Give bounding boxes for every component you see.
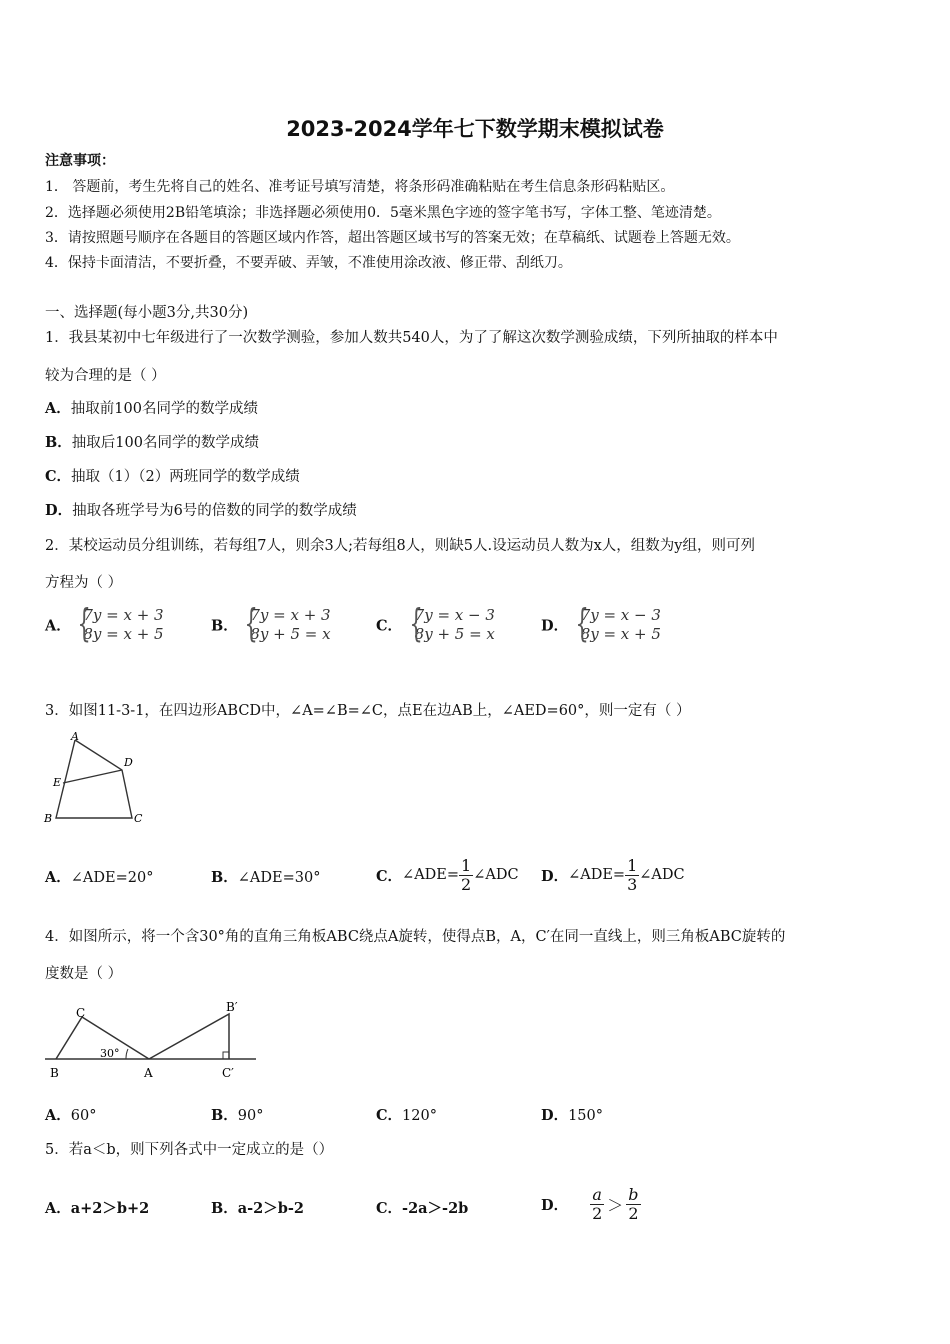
vertex-b-label: B: [44, 812, 53, 825]
q1-option-c: C．抽取（1）（2）两班同学的数学成绩: [45, 468, 300, 485]
vertex-a-label: A: [71, 730, 79, 743]
q5-option-a: A．a+2＞b+2: [45, 1200, 150, 1217]
fraction: $\frac{1}{3}$: [627, 855, 638, 894]
q5-option-b: B．a-2＞b-2: [211, 1200, 305, 1217]
q2-option-c: C． { 7y = x − 3 8y + 5 = x: [376, 606, 495, 644]
vertex-c-label: C: [76, 1006, 86, 1020]
question-4-line1: 4．如图所示，将一个含30°角的直角三角板ABC绕点A旋转，使得点B，A，C′在同一直线上，则三角板ABC旋转的: [45, 929, 786, 945]
question-2-line2: 方程为（ ）: [45, 575, 123, 591]
question-5: 5．若a＜b，则下列各式中一定成立的是（）: [45, 1142, 334, 1158]
section-heading: 一、选择题(每小题3分,共30分): [45, 305, 249, 321]
vertex-e-label: E: [53, 776, 62, 789]
rotation-figure: [40, 995, 260, 1085]
q1-option-d: D．抽取各班学号为6号的倍数的同学的数学成绩: [45, 502, 357, 519]
fraction: $\frac{a}{2}$: [592, 1184, 603, 1223]
notice-item: 2．选择题必须使用2B铅笔填涂；非选择题必须使用0．5毫米黑色字迹的签字笔书写，字体工整、笔迹清楚。: [45, 205, 721, 221]
question-1-line1: 1．我县某初中七年级进行了一次数学测验，参加人数共540人，为了了解这次数学测验成绩，下列所抽取的样本中: [45, 330, 778, 346]
notice-heading: 注意事项：: [45, 153, 115, 169]
vertex-c-prime-label: C′: [222, 1066, 234, 1080]
angle-label: 30°: [100, 1047, 120, 1060]
vertex-b-prime-label: B′: [226, 1000, 238, 1014]
fraction: $\frac{1}{2}$: [461, 855, 472, 894]
q3-option-d: D． ∠ADE= $\frac{1}{3}$ ∠ADC: [541, 855, 685, 894]
q5-option-c: C．-2a＞-2b: [376, 1200, 469, 1217]
q4-option-c: C．120°: [376, 1107, 437, 1124]
q4-option-a: A．60°: [45, 1107, 97, 1124]
question-2-line1: 2．某校运动员分组训练，若每组7人，则余3人;若每组8人，则缺5人.设运动员人数为x人，组数为y组，则可列: [45, 538, 755, 554]
vertex-b-label: B: [50, 1066, 59, 1080]
q1-option-a: A．抽取前100名同学的数学成绩: [45, 400, 258, 417]
notice-item: 1． 答题前，考生先将自己的姓名、准考证号填写清楚，将条形码准确粘贴在考生信息条形码粘贴区。: [45, 179, 675, 195]
question-4-line2: 度数是（ ）: [45, 966, 123, 982]
equation-system: { 7y = x + 3 8y + 5 = x: [242, 606, 330, 644]
q1-option-b: B．抽取后100名同学的数学成绩: [45, 434, 259, 451]
q3-option-c: C． ∠ADE= $\frac{1}{2}$ ∠ADC: [376, 855, 519, 894]
q5-option-d: D． $\frac{a}{2}$ ＞ $\frac{b}{2}$: [541, 1184, 639, 1223]
notice-item: 4．保持卡面清洁，不要折叠，不要弄破、弄皱，不准使用涂改液、修正带、刮纸刀。: [45, 255, 572, 271]
q3-option-b: B．∠ADE=30°: [211, 869, 321, 886]
q4-option-d: D．150°: [541, 1107, 604, 1124]
q2-option-b: B． { 7y = x + 3 8y + 5 = x: [211, 606, 331, 644]
q2-option-a: A． { 7y = x + 3 8y = x + 5: [45, 606, 164, 644]
vertex-d-label: D: [124, 756, 133, 769]
q4-option-b: B．90°: [211, 1107, 264, 1124]
vertex-c-label: C: [134, 812, 143, 825]
equation-system: { 7y = x − 3 8y + 5 = x: [407, 606, 495, 644]
q3-option-a: A．∠ADE=20°: [45, 869, 154, 886]
vertex-a-label: A: [144, 1066, 153, 1080]
q2-option-d: D． { 7y = x − 3 8y = x + 5: [541, 606, 661, 644]
fraction: $\frac{b}{2}$: [628, 1184, 639, 1223]
quadrilateral-figure: [40, 728, 155, 828]
equation-system: { 7y = x − 3 8y = x + 5: [573, 606, 661, 644]
page-title: 2023-2024学年七下数学期末模拟试卷: [286, 117, 664, 141]
question-1-line2: 较为合理的是（ ）: [45, 368, 166, 384]
notice-item: 3．请按照题号顺序在各题目的答题区域内作答，超出答题区域书写的答案无效；在草稿纸、试题卷上答题无效。: [45, 230, 740, 246]
question-3: 3．如图11-3-1，在四边形ABCD中，∠A=∠B=∠C，点E在边AB上，∠AED=60°，则一定有（ ）: [45, 703, 691, 719]
equation-system: { 7y = x + 3 8y = x + 5: [75, 606, 163, 644]
